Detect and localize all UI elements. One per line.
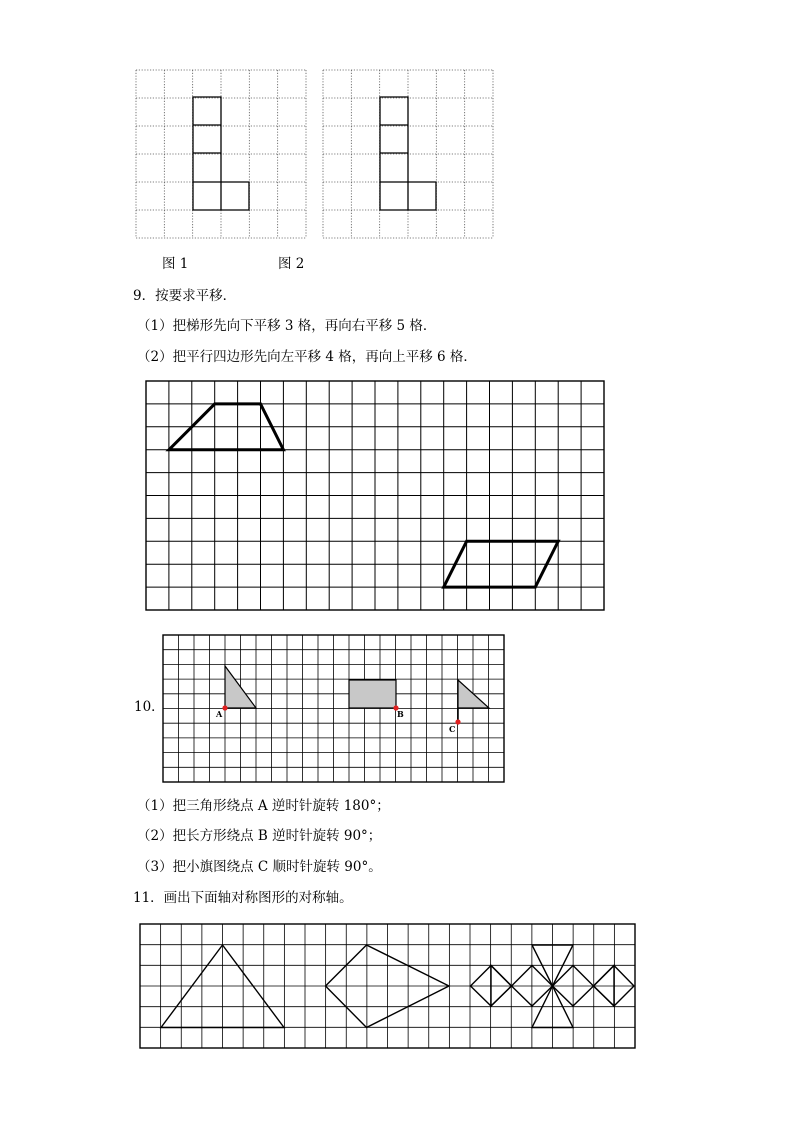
l-shape-grid-2 xyxy=(323,70,497,238)
figure-1-label: 图 1 xyxy=(162,256,189,272)
q10-grid xyxy=(163,635,505,782)
point-c-marker xyxy=(455,719,460,724)
q11-title: 11．画出下面轴对称图形的对称轴。 xyxy=(133,890,353,906)
q10-part1: （1）把三角形绕点 A 逆时针旋转 180°； xyxy=(137,798,390,814)
q10-part3: （3）把小旗图绕点 C 顺时针旋转 90°。 xyxy=(137,859,382,875)
q9-title: 9．按要求平移． xyxy=(133,288,237,304)
l-shape-grid-1 xyxy=(136,70,310,238)
q11-grid xyxy=(140,924,636,1049)
q9-part2: （2）把平行四边形先向左平移 4 格，再向上平移 6 格． xyxy=(137,349,477,365)
l-shape-2 xyxy=(380,97,436,210)
point-b-label: B xyxy=(397,709,404,719)
q10-number: 10． xyxy=(134,699,165,715)
point-a-label: A xyxy=(216,709,223,719)
q10-part2: （2）把长方形绕点 B 逆时针旋转 90°； xyxy=(137,828,382,844)
l-shape-1 xyxy=(193,97,249,210)
point-c-label: C xyxy=(449,724,456,734)
q9-grid xyxy=(146,381,604,610)
point-a-marker xyxy=(222,705,227,710)
rotation-rectangle xyxy=(349,680,396,708)
figure-2-label: 图 2 xyxy=(278,256,305,272)
q9-part1: （1）把梯形先向下平移 3 格，再向右平移 5 格． xyxy=(137,318,437,334)
